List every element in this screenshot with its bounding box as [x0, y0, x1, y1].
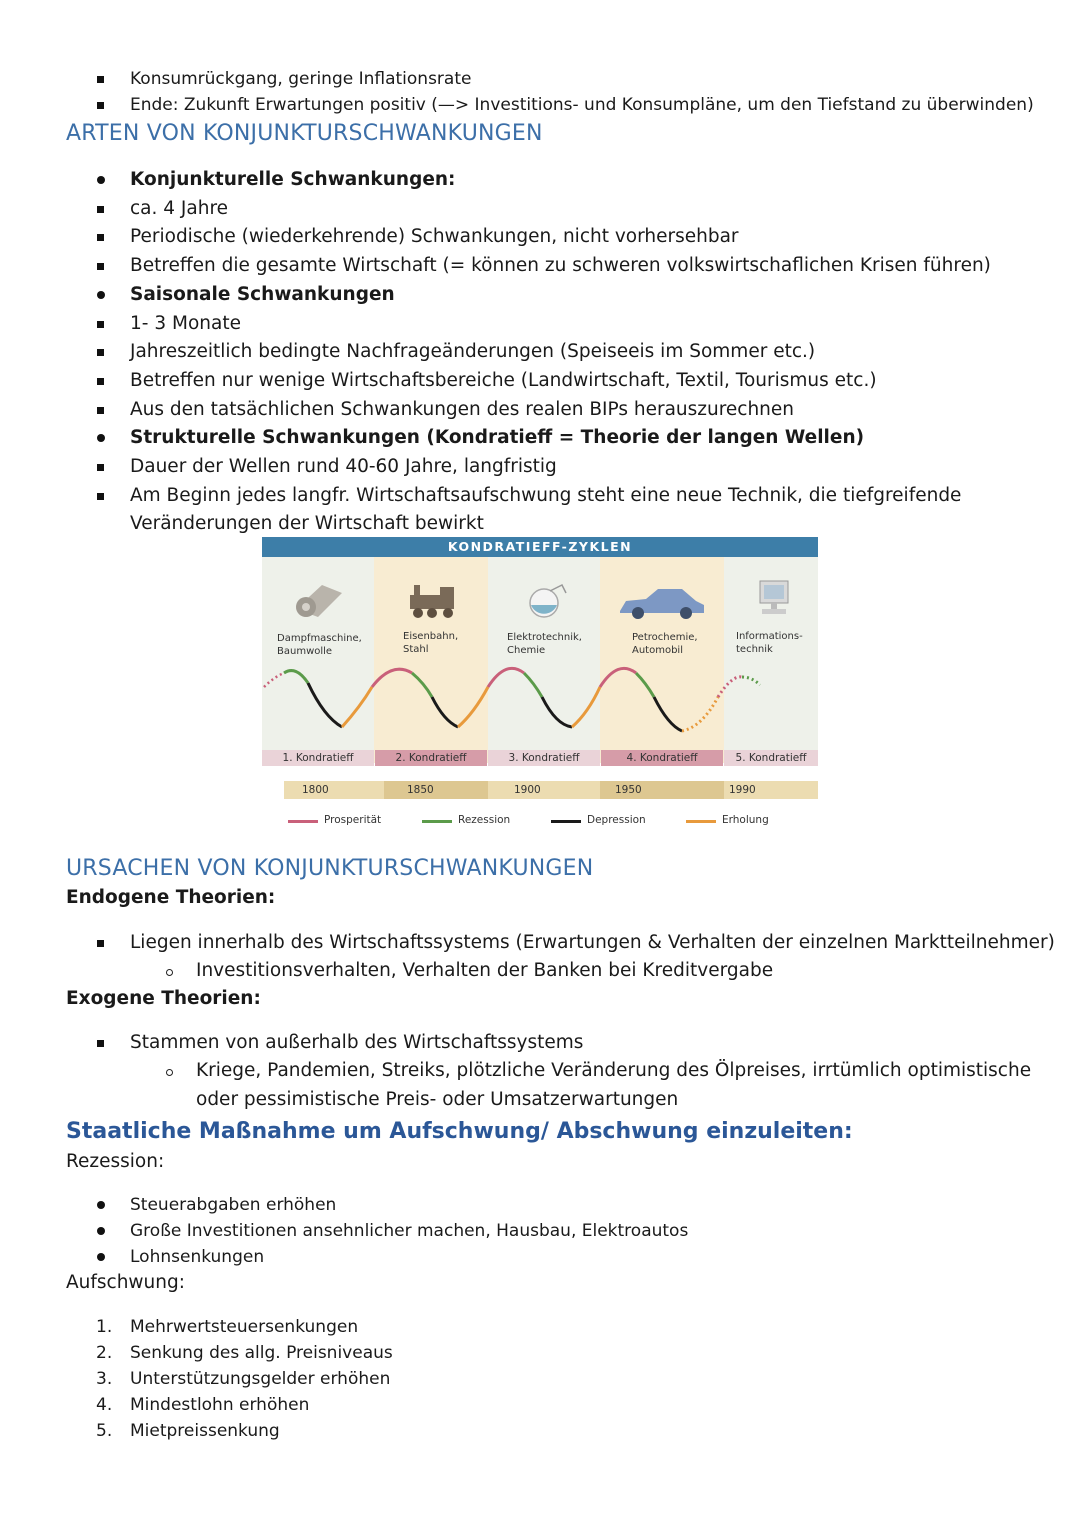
cycle-bar-2: 2. Kondratieff	[375, 750, 487, 766]
aufschwung-label: Aufschwung:	[66, 1272, 185, 1293]
arten-item: Jahreszeitlich bedingte Nachfrageänderungen (Speiseeis im Sommer etc.)	[130, 341, 816, 363]
bullet-circle	[166, 1069, 173, 1076]
exogen-sub-1: Kriege, Pandemien, Streiks, plötzliche Veränderung des Ölpreises, irrtümlich optimistische	[196, 1060, 1032, 1081]
top-bullet-2: Ende: Zukunft Erwartungen positiv (—> Investitions- und Konsumpläne, um den Tiefstand zu überwinden)	[130, 95, 1034, 115]
section-heading-ursachen: URSACHEN VON KONJUNKTURSCHWANKUNGEN	[66, 856, 594, 881]
bullet-dot	[97, 1253, 105, 1261]
bullet-dot	[97, 434, 105, 442]
tech-label-4: Petrochemie, Automobil	[632, 632, 698, 656]
year-label: 1800	[302, 784, 329, 796]
arten-item: Dauer der Wellen rund 40-60 Jahre, langfristig	[130, 456, 557, 477]
cotton-roll-icon	[292, 579, 346, 619]
bullet-square	[97, 102, 104, 109]
endogen-bullet: Liegen innerhalb des Wirtschaftssystems (Erwartungen & Verhalten der einzelnen Marktteilnehmer)	[130, 932, 1055, 953]
list-number: 2.	[96, 1343, 113, 1363]
bullet-dot	[97, 1227, 105, 1235]
legend-label: Depression	[587, 814, 646, 826]
bullet-square	[97, 464, 104, 471]
exogen-title: Exogene Theorien:	[66, 988, 261, 1009]
year-label: 1950	[615, 784, 642, 796]
legend-swatch-erholung	[686, 820, 716, 823]
cycle-bar-4: 4. Kondratieff	[601, 750, 723, 766]
bullet-square	[97, 940, 104, 947]
tech-label-3: Elektrotechnik, Chemie	[507, 632, 582, 656]
legend-label: Prosperität	[324, 814, 382, 826]
year-label: 1850	[407, 784, 434, 796]
arten-item: Am Beginn jedes langfr. Wirtschaftsaufschwung steht eine neue Technik, die tiefgreifende	[130, 484, 962, 506]
arten-item: Konjunkturelle Schwankungen:	[130, 169, 456, 190]
bullet-square	[97, 378, 104, 385]
rezession-item: Lohnsenkungen	[130, 1247, 265, 1267]
kondratieff-wave	[262, 657, 818, 747]
bullet-dot	[97, 291, 105, 299]
section-heading-massnahmen: Staatliche Maßnahme um Aufschwung/ Abschwung einzuleiten:	[66, 1119, 853, 1144]
list-number: 5.	[96, 1421, 113, 1441]
car-icon	[616, 587, 708, 621]
kondratieff-figure	[262, 537, 818, 834]
bullet-square	[97, 234, 104, 241]
list-number: 1.	[96, 1317, 113, 1337]
cycle-bar-1: 1. Kondratieff	[262, 750, 374, 766]
tech-label-5: Informations- technik	[736, 631, 803, 655]
rezession-item: Große Investitionen ansehnlicher machen, Hausbau, Elektroautos	[130, 1221, 689, 1241]
legend-swatch-rezession	[422, 820, 452, 823]
endogen-sub: Investitionsverhalten, Verhalten der Banken bei Kreditvergabe	[196, 960, 774, 981]
arten-item: ca. 4 Jahre	[130, 197, 229, 219]
aufschwung-item: Mindestlohn erhöhen	[130, 1395, 310, 1415]
bullet-square	[97, 76, 104, 83]
bullet-square	[97, 493, 104, 500]
aufschwung-item: Mehrwertsteuersenkungen	[130, 1317, 359, 1337]
bullet-dot	[97, 176, 105, 184]
bullet-square	[97, 1040, 104, 1047]
tech-label-1: Dampfmaschine, Baumwolle	[277, 633, 362, 657]
legend-swatch-prosperitaet	[288, 820, 318, 823]
tech-label-2: Eisenbahn, Stahl	[403, 631, 459, 655]
section-heading-arten: ARTEN VON KONJUNKTURSCHWANKUNGEN	[66, 121, 543, 146]
locomotive-icon	[402, 581, 462, 621]
bullet-square	[97, 263, 104, 270]
arten-item: Betreffen die gesamte Wirtschaft (= können zu schweren volkswirtschaflichen Krisen führen)	[130, 255, 991, 277]
legend-label: Rezession	[458, 814, 511, 826]
cycle-bar-3: 3. Kondratieff	[488, 750, 600, 766]
top-bullet-1: Konsumrückgang, geringe Inflationsrate	[130, 69, 472, 89]
rezession-label: Rezession:	[66, 1151, 165, 1172]
bullet-dot	[97, 1201, 105, 1209]
bullet-square	[97, 407, 104, 414]
flask-icon	[524, 581, 570, 621]
aufschwung-item: Mietpreissenkung	[130, 1421, 280, 1441]
arten-item: Aus den tatsächlichen Schwankungen des realen BIPs herauszurechnen	[130, 398, 795, 420]
arten-item: Betreffen nur wenige Wirtschaftsbereiche (Landwirtschaft, Textil, Tourismus etc.)	[130, 369, 877, 391]
computer-icon	[756, 579, 792, 619]
arten-item: 1- 3 Monate	[130, 312, 241, 334]
arten-item: Saisonale Schwankungen	[130, 283, 395, 305]
figure-title: KONDRATIEFF-ZYKLEN	[262, 537, 818, 557]
arten-item: Veränderungen der Wirtschaft bewirkt	[130, 513, 484, 535]
bullet-square	[97, 321, 104, 328]
year-label: 1900	[514, 784, 541, 796]
year-label: 1990	[729, 784, 756, 796]
endogen-title: Endogene Theorien:	[66, 887, 276, 908]
bullet-square	[97, 206, 104, 213]
list-number: 4.	[96, 1395, 113, 1415]
rezession-item: Steuerabgaben erhöhen	[130, 1195, 337, 1215]
bullet-square	[97, 349, 104, 356]
year-bar-segment	[384, 781, 488, 799]
exogen-bullet: Stammen von außerhalb des Wirtschaftssystems	[130, 1032, 584, 1053]
legend-label: Erholung	[722, 814, 769, 826]
aufschwung-item: Unterstützungsgelder erhöhen	[130, 1369, 391, 1389]
aufschwung-item: Senkung des allg. Preisniveaus	[130, 1343, 393, 1363]
cycle-bar-5: 5. Kondratieff	[724, 750, 818, 766]
exogen-sub-2: oder pessimistische Preis- oder Umsatzerwartungen	[196, 1089, 679, 1110]
legend-swatch-depression	[551, 820, 581, 823]
arten-item: Strukturelle Schwankungen (Kondratieff = Theorie der langen Wellen)	[130, 427, 865, 449]
bullet-circle	[166, 969, 173, 976]
list-number: 3.	[96, 1369, 113, 1389]
arten-item: Periodische (wiederkehrende) Schwankungen, nicht vorhersehbar	[130, 226, 739, 248]
